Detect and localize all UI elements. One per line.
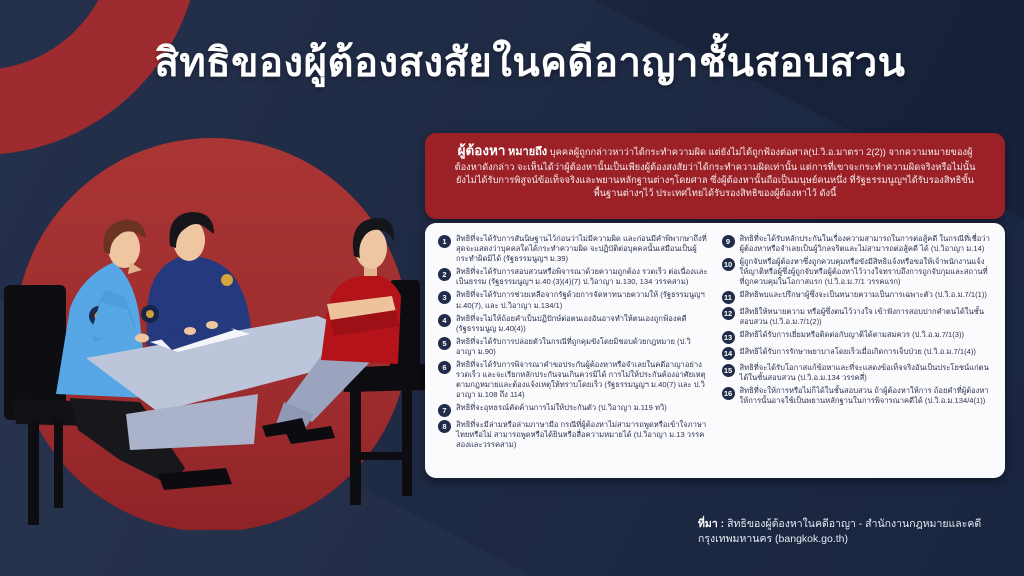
- right-text: สิทธิที่จะได้รับการสอบสวนหรือพิจารณาด้วยความถูกต้อง รวดเร็ว ต่อเนื่องและเป็นธรรม (รัฐธรรมนูญฯ ม.40 (3)(4)(7) ป.วิอาญา ม.130, 134 วรรคสาม): [456, 267, 708, 287]
- right-text: สิทธิที่จะได้รับโอกาสแก้ข้อหาและที่จะแสดงข้อเท็จจริงอันเป็นประโยชน์แก่ตนได้ในชั้นสอบสวน (ป.วิ.อ.ม.134 วรรคสี่): [739, 363, 989, 383]
- right-number-badge: 11: [722, 291, 735, 304]
- interrogation-scene-illustration: [0, 130, 430, 530]
- right-text: สิทธิที่จะได้รับการช่วยเหลือจากรัฐด้วยการจัดหาทนายความให้ (รัฐธรรมนูญฯ ม.40(7), และ ป.วิอาญา ม.134/1): [456, 290, 705, 310]
- right-list-item: [438, 267, 709, 287]
- officer-1-hand: [135, 334, 149, 343]
- right-text: ผู้ถูกจับหรือผู้ต้องหาซึ่งถูกควบคุมหรือขังมีสิทธิแจ้งหรือขอให้เจ้าพนักงานแจ้งให้ญาติหรือผู้ซึ่งผู้ถูกจับหรือผู้ต้องหาไว้วางใจทราบถึงการถูกจับกุมและสถานที่ที่ถูกควบคุมในโอกาสแรก (ป.วิ.อ.ม.7/1 วรรคแรก): [739, 257, 988, 287]
- right-number-badge: 1: [438, 235, 451, 248]
- rights-column-right: [722, 234, 993, 467]
- term-means: หมายถึง: [508, 146, 548, 158]
- source-credit: [698, 517, 1014, 546]
- right-list-item: [438, 360, 709, 400]
- right-number-badge: 10: [722, 258, 735, 271]
- right-text: มีสิทธิพบและปรึกษาผู้ซึ่งจะเป็นทนายความเป็นการเฉพาะตัว (ป.วิ.อ.ม.7/1(1)): [739, 290, 987, 300]
- definition-panel: [425, 133, 1005, 219]
- right-list-item: [722, 307, 993, 327]
- right-number-badge: 4: [438, 314, 451, 327]
- right-list-item: [722, 386, 993, 406]
- right-number-badge: 5: [438, 337, 451, 350]
- officer-2-badge: [221, 274, 233, 286]
- right-text: สิทธิที่จะให้การหรือไม่ก็ได้ในชั้นสอบสวน ถ้าผู้ต้องหาให้การ ถ้อยคำที่ผู้ต้องหาให้การนั้นอาจใช้เป็นพยานหลักฐานในการพิจารณาคดีได้ (ป.วิ.อ.ม.134/4(1)): [739, 386, 989, 406]
- right-number-badge: 9: [722, 235, 735, 248]
- right-list-item: [438, 314, 709, 334]
- right-list-item: [722, 330, 993, 344]
- right-list-item: [438, 234, 709, 264]
- right-number-badge: 3: [438, 291, 451, 304]
- right-number-badge: 16: [722, 387, 735, 400]
- right-text: สิทธิที่จะได้รับการสันนิษฐานไว้ก่อนว่าไม่มีความผิด และก่อนมีคำพิพากษาถึงที่สุดจะแสดงว่าบุคคลใดได้กระทำความผิด จะปฏิบัติต่อบุคคลนั้นเสมือนเป็นผู้กระทำผิดมิได้ (รัฐธรรมนูญฯ ม.39): [456, 234, 707, 264]
- right-text: สิทธิที่จะมีล่ามหรือล่ามภาษามือ กรณีที่ผู้ต้องหาไม่สามารถพูดหรือเข้าใจภาษาไทยหรือไม่ สามารถพูดหรือได้ยินหรือสื่อความหมายได้ (ป.วิอาญา ม.13 วรรคสองและวรรคสาม): [456, 419, 707, 450]
- right-number-badge: 7: [438, 404, 451, 417]
- right-text: มีสิทธิได้รับการเยี่ยมหรือติดต่อกับญาติได้ตามสมควร (ป.วิ.อ.ม.7/1(3)): [739, 330, 965, 340]
- page-title: สิทธิของผู้ต้องสงสัยในคดีอาญาชั้นสอบสวน: [154, 41, 906, 85]
- right-list-item: [722, 363, 993, 383]
- right-number-badge: 14: [722, 347, 735, 360]
- right-number-badge: 13: [722, 331, 735, 344]
- right-number-badge: 15: [722, 364, 735, 377]
- right-list-item: [438, 337, 709, 357]
- right-text: สิทธิที่จะได้รับหลักประกันในเรื่องความสามารถในการต่อสู้คดี ในกรณีที่เชื่อว่าผู้ต้องหาหรือจำเลยเป็นผู้วิกลจริตและไม่สามารถต่อสู้คดี ได้ (ป.วิอาญา ม.14): [739, 234, 990, 254]
- term-label: ผู้ต้องหา: [457, 143, 506, 158]
- right-text: สิทธิที่จะได้รับการปล่อยตัวในกรณีที่ถูกคุมขังโดยมิชอบด้วยกฎหมาย (ป.วิอาญา ม.90): [456, 336, 691, 356]
- rights-column-left: [438, 234, 709, 467]
- rights-list-panel: [425, 223, 1005, 478]
- right-text: สิทธิที่จะไม่ให้ถ้อยคำเป็นปฏิปักษ์ต่อตนเองอันอาจทำให้ตนเองถูกฟ้องคดี (รัฐธรรมนูญ ม.40(4)): [456, 313, 687, 333]
- right-list-item: [438, 420, 709, 450]
- officer-2-hand: [184, 327, 196, 335]
- right-text: สิทธิที่จะได้รับการพิจารณาคำขอประกันผู้ต้องหาหรือจำเลยในคดีอาญาอย่างรวดเร็ว และจะเรียกหลักประกันจนเกินควรมิได้ การไม่ให้ประกันต้องอาศัยเหตุตามกฎหมายและต้องแจ้งเหตุให้ทราบโดยเร็ว (รัฐธรรมนูญฯ ม.40(7) และ ป.วิอาญา ม.108 ถึง 114): [456, 360, 706, 400]
- right-number-badge: 2: [438, 268, 451, 281]
- right-number-badge: 8: [438, 420, 451, 433]
- term-definition: บุคคลผู้ถูกกล่าวหาว่าได้กระทำความผิด แต่ยังไม่ได้ถูกฟ้องต่อศาล(ป.วิ.อ.มาตรา 2(2)) จากความหมายของผู้ต้องหาดังกล่าว จะเห็นได้ว่าผู้ต้องหานั้นเป็นเพียงผู้ต้องสงสัยว่าได้กระทำความผิดเท่านั้น แต่การที่เขาจะกระทำความผิดจริงหรือไม่นั้น ยังไม่ได้รับการพิสูจน์ข้อเท็จจริงและพยานหลักฐานต่างๆโดยศาล ซึ่งผู้ต้องหานั้นถือเป็นมนุษย์คนหนึ่ง ที่รัฐธรรมนูญฯได้รับรองสิทธิขั้นพื้นฐานต่างๆไว้ ประเทศไทยได้รับรองสิทธิของผู้ต้องหาไว้ ดังนี้: [454, 147, 976, 198]
- right-list-item: [722, 257, 993, 287]
- right-number-badge: 6: [438, 361, 451, 374]
- right-list-item: [722, 290, 993, 304]
- right-text: สิทธิที่จะอุทธรณ์คัดค้านการไม่ให้ประกันตัว (ป.วิอาญา ม.119 ทวิ): [456, 403, 667, 413]
- definition-text: [451, 142, 979, 200]
- source-text: สิทธิของผู้ต้องหาในคดีอาญา - สำนักงานกฎหมายและคดี กรุงเทพมหานคร (bangkok.go.th): [698, 518, 982, 545]
- right-list-item: [722, 347, 993, 361]
- right-list-item: [438, 290, 709, 310]
- source-label: ที่มา :: [698, 518, 725, 530]
- right-list-item: [722, 234, 993, 254]
- right-text: มีสิทธิได้รับการรักษาพยาบาลโดยเร็วเมื่อเกิดการเจ็บป่วย (ป.วิ.อ.ม.7/1(4)): [739, 346, 976, 356]
- right-list-item: [438, 403, 709, 417]
- right-text: มีสิทธิให้ทนายความ หรือผู้ซึ่งตนไว้วางใจ เข้าฟังการสอบปากคำตนได้ในชั้นสอบสวน (ป.วิ.อ.ม.7/1(2)): [739, 306, 985, 327]
- right-number-badge: 12: [722, 307, 735, 320]
